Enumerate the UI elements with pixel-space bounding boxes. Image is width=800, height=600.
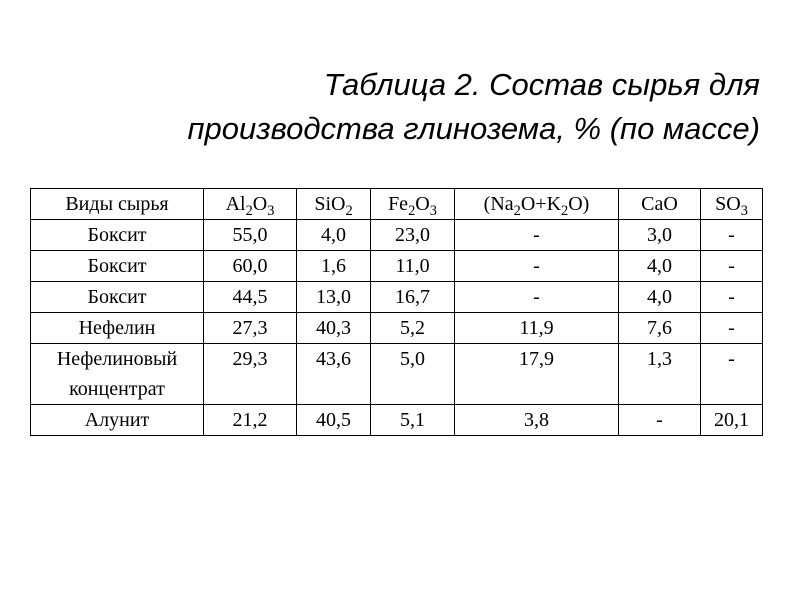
cell-fe2o3: 5,1 [371,405,455,436]
title-line-2: производства глинозема, % (по массе) [187,111,760,146]
cell-kind: Боксит [31,220,204,251]
page-title [60,63,760,151]
cell-cao: 4,0 [619,251,701,282]
cell-na2o-k2o: 11,9 [455,313,619,344]
cell-na2o-k2o: - [455,282,619,313]
header-so3: $SO_3$ [701,189,763,220]
cell-so3: - [701,344,763,405]
cell-al2o3: 60,0 [204,251,297,282]
cell-cao: 4,0 [619,282,701,313]
cell-kind: Боксит [31,251,204,282]
header-sio2: SiO$_2$ [297,189,371,220]
header-kind: Виды сырья [31,189,204,220]
table-row [31,313,763,344]
composition-table [30,188,763,436]
cell-kind: Алунит [31,405,204,436]
cell-so3: - [701,313,763,344]
cell-sio2: 40,3 [297,313,371,344]
cell-na2o-k2o: - [455,251,619,282]
cell-sio2: 13,0 [297,282,371,313]
cell-fe2o3: 5,0 [371,344,455,405]
table-row [31,344,763,405]
table-row [31,220,763,251]
cell-cao: 3,0 [619,220,701,251]
cell-cao: 7,6 [619,313,701,344]
cell-sio2: 40,5 [297,405,371,436]
cell-al2o3: 29,3 [204,344,297,405]
cell-sio2: 1,6 [297,251,371,282]
cell-kind: Боксит [31,282,204,313]
table-row [31,282,763,313]
cell-kind: Нефелиновый концентрат [31,344,204,405]
cell-na2o-k2o: 17,9 [455,344,619,405]
cell-al2o3: 44,5 [204,282,297,313]
cell-fe2o3: 11,0 [371,251,455,282]
cell-cao: - [619,405,701,436]
cell-sio2: 4,0 [297,220,371,251]
cell-al2o3: 55,0 [204,220,297,251]
cell-al2o3: 21,2 [204,405,297,436]
table-row [31,405,763,436]
header-cao: CaO [619,189,701,220]
cell-al2o3: 27,3 [204,313,297,344]
cell-sio2: 43,6 [297,344,371,405]
header-na2o-k2o: $(Na_2O+K_2O)$ [455,189,619,220]
cell-kind: Нефелин [31,313,204,344]
cell-fe2o3: 5,2 [371,313,455,344]
cell-fe2o3: 23,0 [371,220,455,251]
cell-so3: - [701,251,763,282]
cell-na2o-k2o: 3,8 [455,405,619,436]
cell-so3: - [701,282,763,313]
cell-cao: 1,3 [619,344,701,405]
cell-so3: 20,1 [701,405,763,436]
table-header-row [31,189,763,220]
title-line-1: Таблица 2. Состав сырья для [323,67,760,102]
cell-na2o-k2o: - [455,220,619,251]
header-al2o3: $Al_2O_3$ [204,189,297,220]
cell-so3: - [701,220,763,251]
cell-fe2o3: 16,7 [371,282,455,313]
header-fe2o3: $Fe_2O_3$ [371,189,455,220]
table-row [31,251,763,282]
